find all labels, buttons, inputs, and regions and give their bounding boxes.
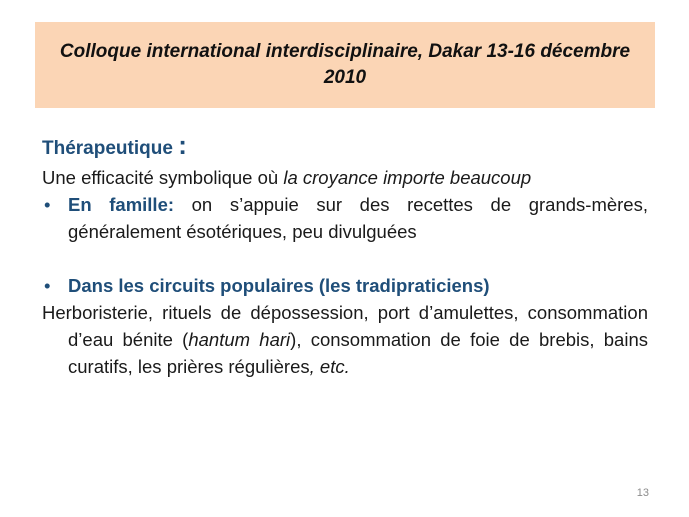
remedies-text-1: Herboristerie, rituels de dépossession, port d’amulettes, consommation d’eau bénite ( — [42, 302, 648, 350]
section-heading — [42, 132, 648, 162]
bullet-family-label: En famille: — [68, 194, 175, 215]
intro-line — [42, 164, 648, 191]
bullet-family-text: on s’appuie sur des recettes de grands-mères, généralement ésotériques, peu divulguées — [68, 194, 648, 242]
bullet-icon: • — [44, 194, 51, 215]
heading-colon: : — [178, 130, 187, 160]
slide-title — [42, 39, 648, 91]
intro-text: Une efficacité symbolique où — [42, 167, 284, 188]
title-line-1: Colloque international interdisciplinaire, Dakar 13-16 décembre — [59, 41, 631, 62]
bullet-icon: • — [44, 275, 51, 296]
bullet-popular — [42, 272, 648, 299]
remedies-text-2: ), consommation de foie de brebis, bains curatifs, les prières régulières — [68, 329, 648, 377]
intro-italic: la croyance importe beaucoup — [283, 167, 532, 188]
bullet-family — [42, 191, 648, 245]
slide-body — [42, 132, 648, 380]
remedies-italic-2: , etc. — [309, 356, 350, 377]
bullet-popular-label: Dans les circuits populaires (les tradipraticiens) — [68, 275, 490, 296]
remedies-paragraph — [42, 299, 648, 380]
heading-text: Thérapeutique — [42, 138, 179, 159]
spacer — [42, 245, 648, 272]
remedies-italic-1: hantum hari — [188, 329, 291, 350]
title-banner — [35, 22, 655, 108]
page-number: 13 — [636, 487, 649, 499]
title-line-2: 2010 — [323, 67, 367, 88]
